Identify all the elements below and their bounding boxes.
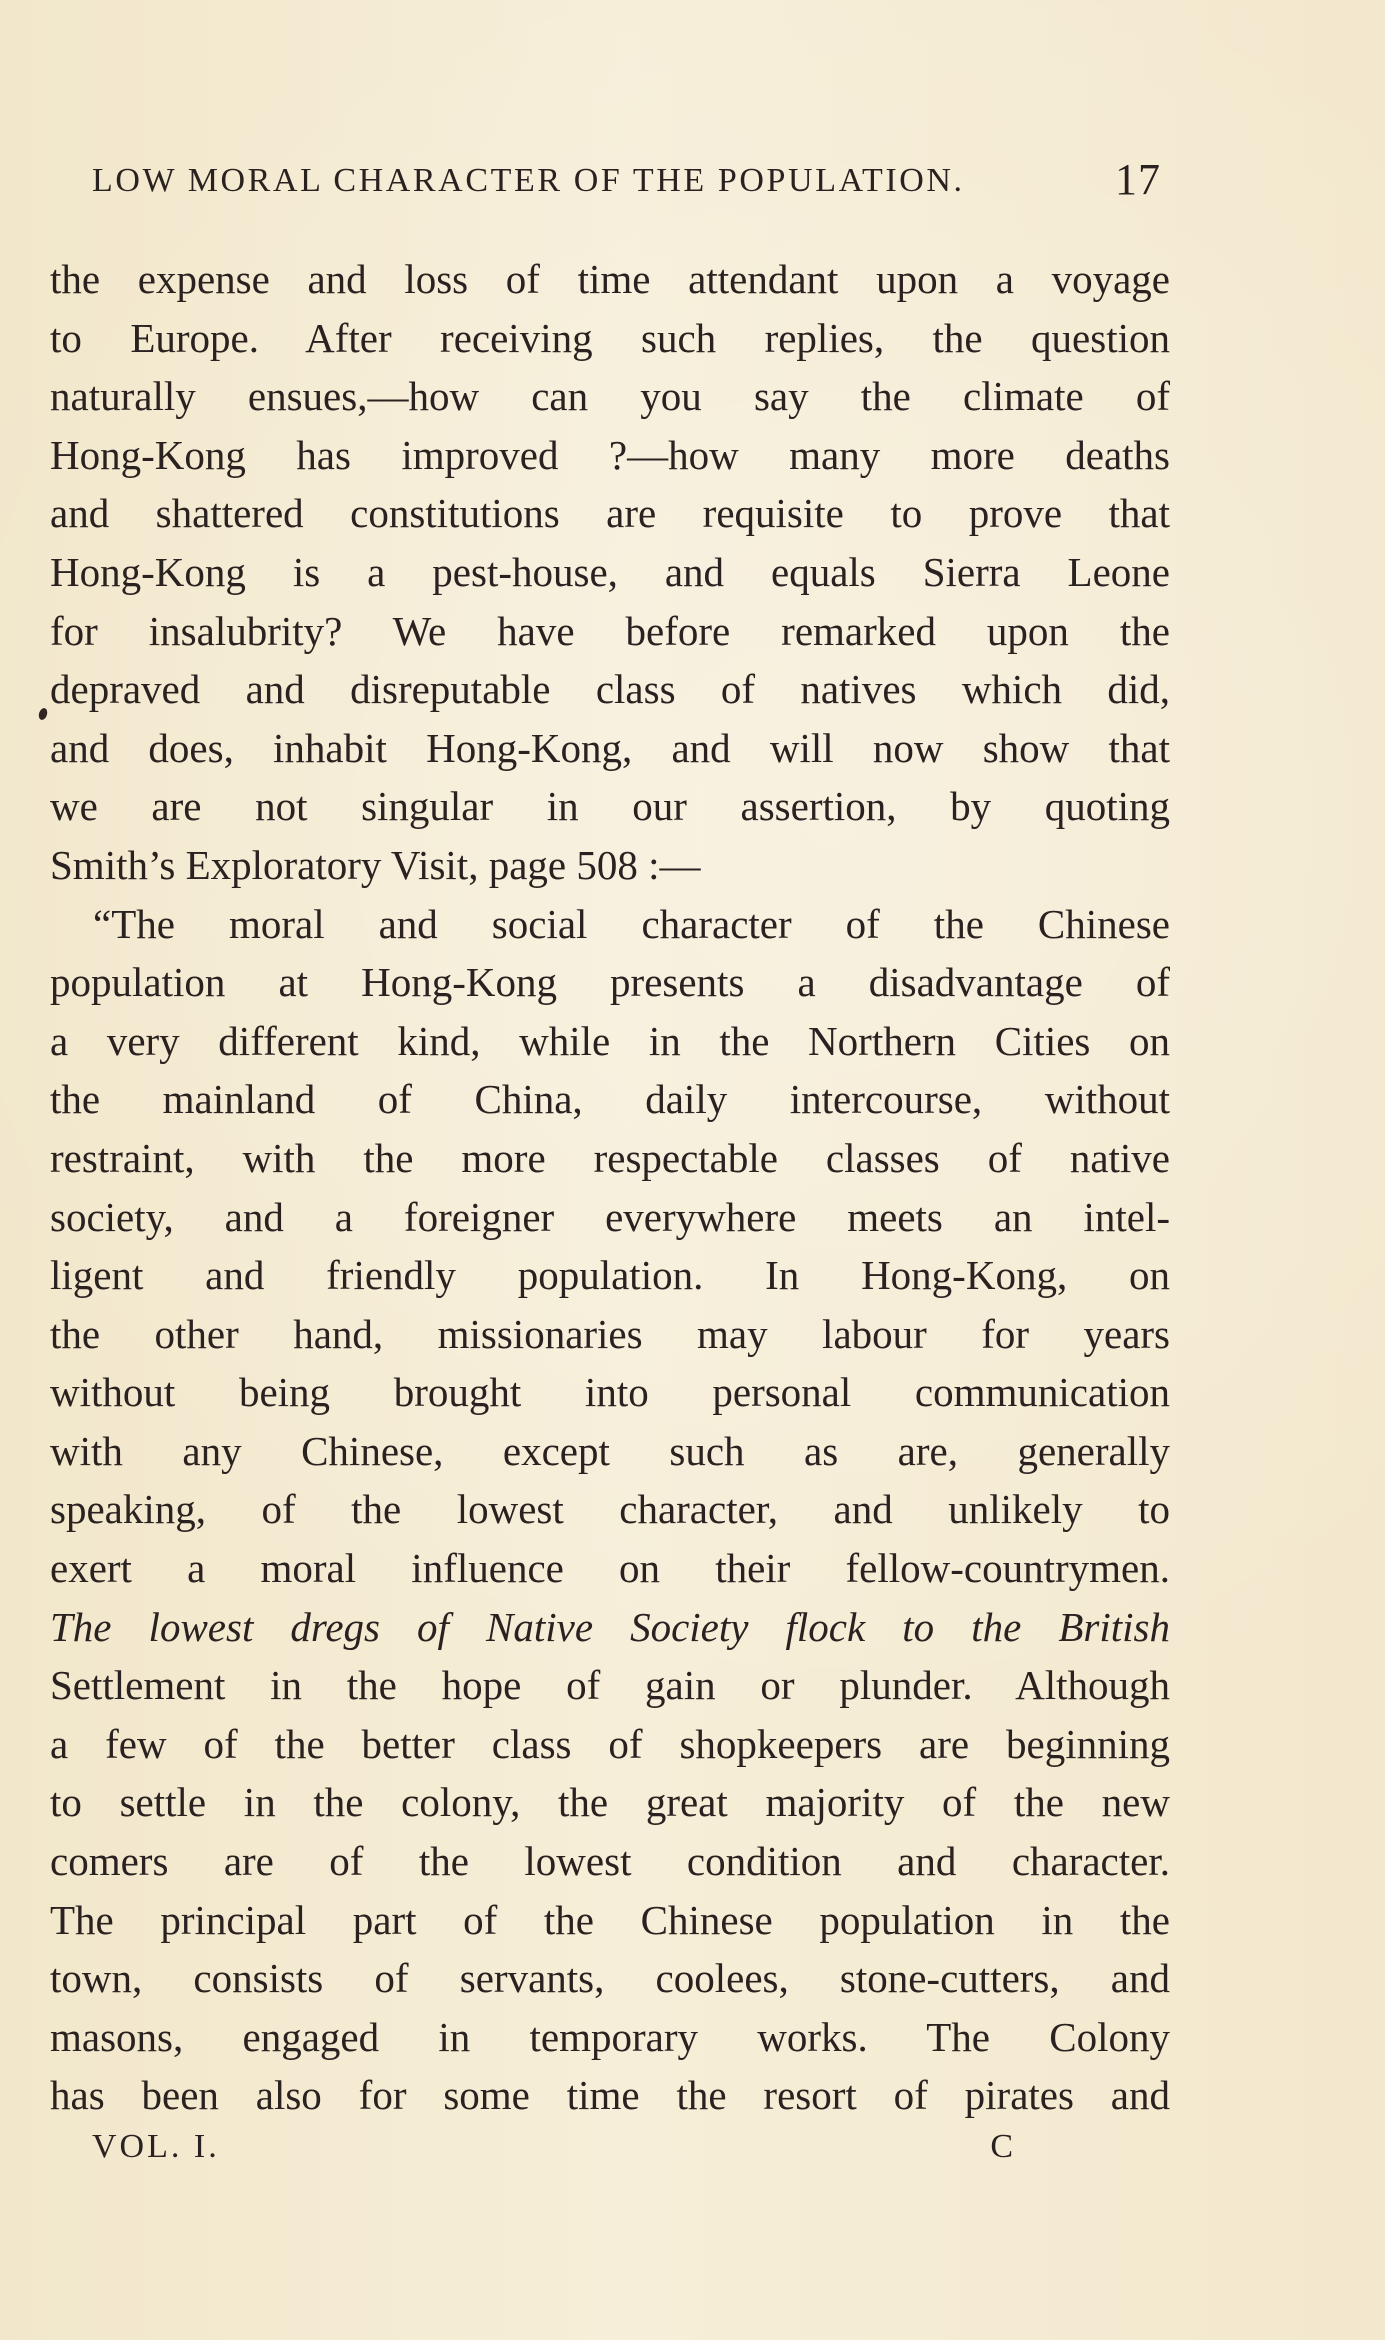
- text-line: to settle in the colony, the great majority of the new: [50, 1779, 1170, 1826]
- text-line: with any Chinese, except such as are, generally: [50, 1427, 1170, 1474]
- text-line: depraved and disreputable class of natives which did,: [50, 666, 1170, 713]
- page-number: 17: [1115, 155, 1161, 204]
- text-line: a very different kind, while in the Northern Cities on: [50, 1017, 1170, 1064]
- page-footer: [92, 2128, 1016, 2184]
- text-line: exert a moral influence on their fellow-countrymen.: [50, 1545, 1170, 1592]
- text-line: a few of the better class of shopkeepers are beginning: [50, 1720, 1170, 1767]
- text-line: Hong-Kong is a pest-house, and equals Sierra Leone: [50, 548, 1170, 595]
- text-line: to Europe. After receiving such replies, the question: [50, 314, 1170, 361]
- quotation-start-line: “The moral and social character of the Chinese: [93, 900, 1170, 947]
- text-line: the mainland of China, daily intercourse, without: [50, 1076, 1170, 1123]
- text-line: the other hand, missionaries may labour for years: [50, 1310, 1170, 1357]
- text-line: population at Hong-Kong presents a disadvantage of: [50, 959, 1170, 1006]
- text-line: society, and a foreigner everywhere meets an intel-: [50, 1193, 1170, 1240]
- text-line: Settlement in the hope of gain or plunder. Although: [50, 1662, 1170, 1709]
- text-line: has been also for some time the resort of pirates and: [50, 2072, 1170, 2119]
- text-line: masons, engaged in temporary works. The Colony: [50, 2013, 1170, 2060]
- body-text: [50, 250, 1170, 2125]
- text-line: comers are of the lowest condition and character.: [50, 1838, 1170, 1885]
- italic-text-line: The lowest dregs of Native Society flock to the British: [50, 1603, 1170, 1650]
- signature-mark: C: [990, 2128, 1016, 2165]
- text-line: without being brought into personal communication: [50, 1369, 1170, 1416]
- running-head: [92, 154, 1161, 214]
- text-line: The principal part of the Chinese population in the: [50, 1896, 1170, 1943]
- printer-mark: [37, 707, 48, 721]
- text-line: for insalubrity? We have before remarked upon the: [50, 607, 1170, 654]
- text-line: town, consists of servants, coolees, stone-cutters, and: [50, 1955, 1170, 2002]
- text-line: Hong-Kong has improved ?—how many more deaths: [50, 431, 1170, 478]
- text-line: we are not singular in our assertion, by quoting: [50, 783, 1170, 830]
- text-line: restraint, with the more respectable classes of native: [50, 1134, 1170, 1181]
- volume-label: VOL. I.: [92, 2128, 220, 2165]
- text-line: and shattered constitutions are requisite to prove that: [50, 490, 1170, 537]
- text-line: naturally ensues,—how can you say the climate of: [50, 373, 1170, 420]
- text-line: speaking, of the lowest character, and unlikely to: [50, 1486, 1170, 1533]
- text-line: the expense and loss of time attendant upon a voyage: [50, 256, 1170, 302]
- text-line: Smith’s Exploratory Visit, page 508 :—: [50, 841, 701, 888]
- chapter-running-title: LOW MORAL CHARACTER OF THE POPULATION.: [92, 162, 965, 199]
- text-line: ligent and friendly population. In Hong-Kong, on: [50, 1252, 1170, 1299]
- text-line: and does, inhabit Hong-Kong, and will now show that: [50, 724, 1170, 771]
